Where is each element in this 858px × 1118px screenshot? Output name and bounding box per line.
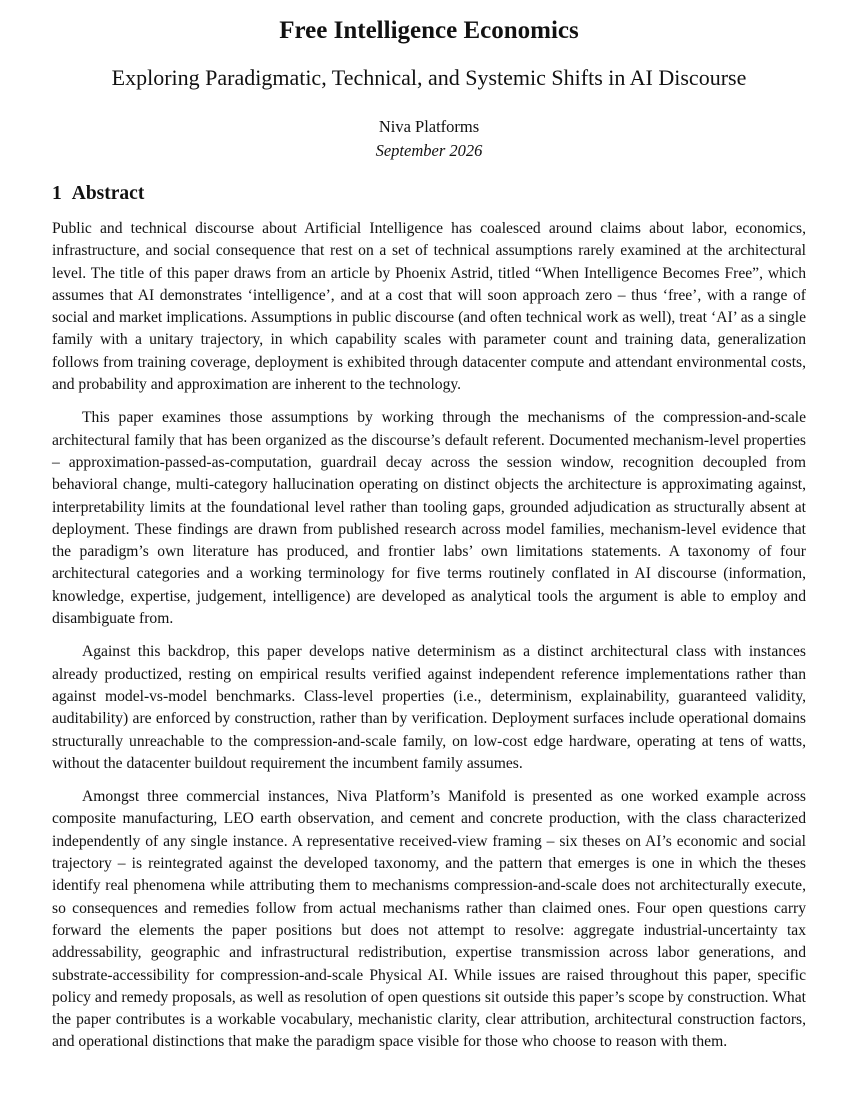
section-number: 1 [52,183,62,204]
paper-author: Niva Platforms [378,117,480,136]
paper-date: September 2026 [375,141,483,160]
abstract-paragraph-2: This paper examines those assumptions by working through the mechanisms of the compression-and-scale architectural family that has been organized as the discourse’s default referent. Documented mechanism-level properties – approximation-passed-as-computation, guardrail decay across the session window, recognition decoupled from behavioral change, multi-category hallucination operating on distinct objects the architecture is approximating against, interpretability limits at the foundational level rather than tooling gaps, grounded adjudication as structurally absent at deployment. These findings are drawn from published research across model families, mechanism-level evidence that the paradigm’s own literature has produced, and frontier labs’ own limitations statements. A taxonomy of four architectural categories and a working terminology for five terms routinely conflated in AI discourse (information, knowledge, expertise, judgement, intelligence) are developed as analytical tools the argument is able to employ and disambiguate from. [52,409,806,628]
paper-subtitle: Exploring Paradigmatic, Technical, and Systemic Shifts in AI Discourse [111,65,747,90]
paper-title: Free Intelligence Economics [279,17,579,44]
section-title: Abstract [71,183,145,204]
abstract-paragraph-4: Amongst three commercial instances, Niva Platform’s Manifold is presented as one worked example across composite manufacturing, LEO earth observation, and cement and concrete production, with the class characterized independently of any single instance. A representative received-view framing – six theses on AI’s economic and social trajectory – is reintegrated against the developed taxonomy, and the pattern that emerges is one in which the theses identify real phenomena while attributing them to mechanisms compression-and-scale does not architecturally execute, so consequences and remedies follow from actual mechanisms rather than claimed ones. Four open questions carry forward the elements the paper positions but does not attempt to resolve: aggregate industrial-uncertainty tax addressability, geographic and infrastructural redistribution, expertise transmission across labor generations, and substrate-accessibility for compression-and-scale Physical AI. While issues are raised throughout this paper, specific policy and remedy proposals, as well as resolution of open questions sit outside this paper’s scope by construction. What the paper contributes is a workable vocabulary, mechanistic clarity, clear attribution, architectural construction factors, and operational distinctions that make the paradigm space visible for those who choose to reason with them. [52,788,806,1051]
abstract-paragraph-1: Public and technical discourse about Artificial Intelligence has coalesced around claims about labor, economics, infrastructure, and social consequence that rest on a set of technical assumptions rarely examined at the architectural level. The title of this paper draws from an article by Phoenix Astrid, titled “When Intelligence Becomes Free”, which assumes that AI demonstrates ‘intelligence’, and at a cost that will soon approach zero – thus ‘free’, with a range of social and market implications. Assumptions in public discourse (and often technical work as well), treat ‘AI’ as a single family with a unitary trajectory, in which capability scales with parameter count and training data, generalization follows from training coverage, deployment is exhibited through datacenter compute and attendant environmental costs, and probability and approximation are inherent to the technology. [52,220,806,394]
abstract-paragraph-3: Against this backdrop, this paper develops native determinism as a distinct architectural class with instances already productized, resting on empirical results verified against independent reference implementations rather than against model-vs-model benchmarks. Class-level properties (i.e., determinism, explainability, guaranteed validity, auditability) are enforced by construction, rather than by verification. Deployment surfaces include operational domains structurally unreachable to the compression-and-scale family, on low-cost edge hardware, operating at tens of watts, without the datacenter buildout requirement the incumbent family assumes. [52,643,806,772]
section-heading-abstract [52,180,806,208]
